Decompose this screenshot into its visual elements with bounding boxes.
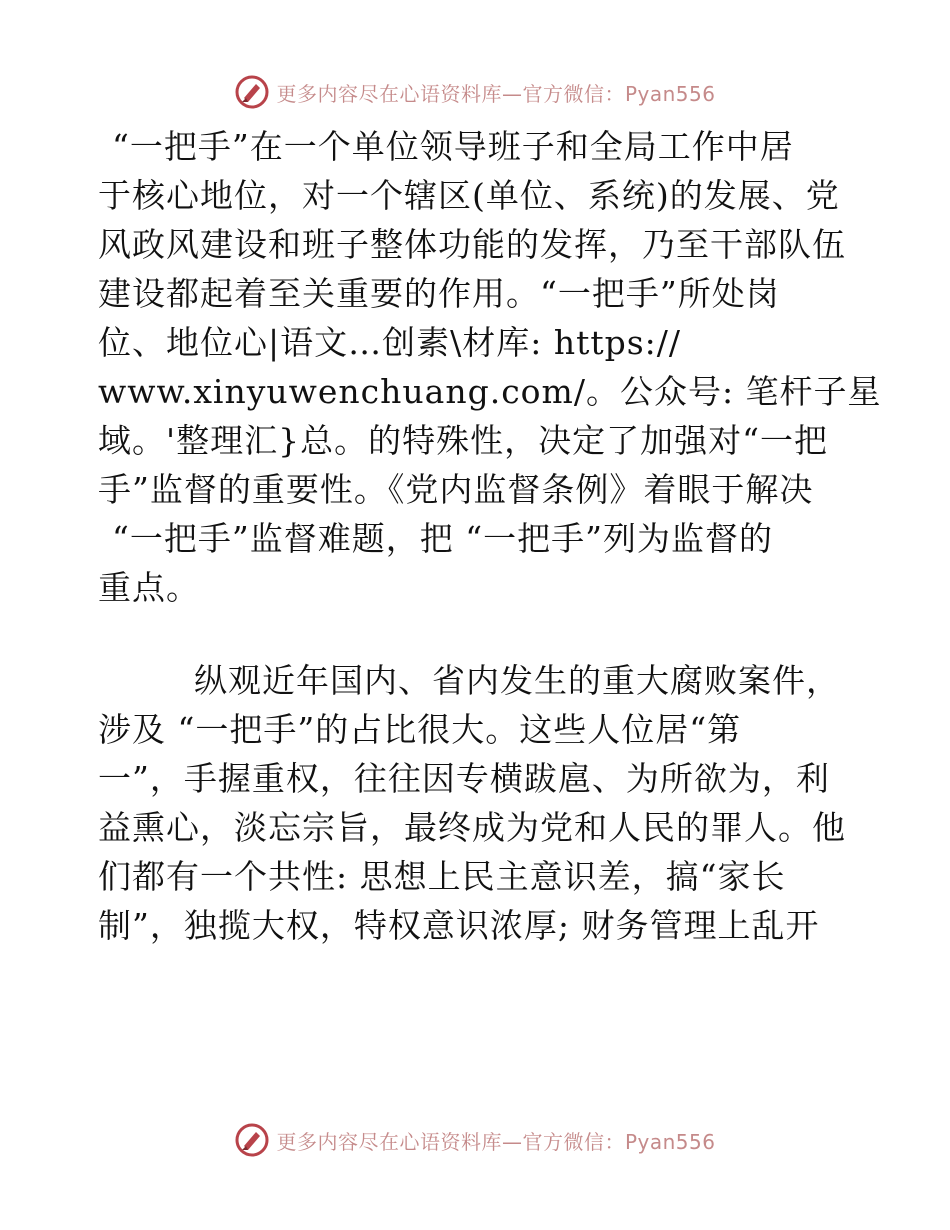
logo-icon (234, 1122, 270, 1158)
header-watermark-text: 更多内容尽在心语资料库—官方微信：Pyan556 (276, 81, 716, 106)
text-line: “一把手”监督难题，把 “一把手”列为监督的 (112, 519, 773, 558)
header-watermark (0, 72, 950, 112)
text-line: 于核心地位，对一个辖区(单位、系统)的发展、党 (98, 176, 840, 215)
footer-watermark (0, 1120, 950, 1160)
text-line: 纵观近年国内、省内发生的重大腐败案件， (194, 661, 840, 700)
text-line: 制”，独揽大权，特权意识浓厚; 财务管理上乱开 (98, 906, 820, 945)
text-line: 域。'整理汇}总。的特殊性，决定了加强对“一把 (98, 421, 828, 460)
text-line: 一”，手握重权，往往因专横跋扈、为所欲为，利 (98, 759, 830, 798)
footer-watermark-text: 更多内容尽在心语资料库—官方微信：Pyan556 (276, 1129, 716, 1154)
text-line: 风政风建设和班子整体功能的发挥，乃至干部队伍 (98, 225, 846, 264)
text-line: 涉及 “一把手”的占比很大。这些人位居“第 (98, 710, 742, 749)
text-line: 重点。 (98, 568, 200, 607)
document-body (98, 122, 882, 950)
text-line: 位、地位心|语文…创素\材库: https:// (98, 323, 682, 362)
text-line: www.xinyuwenchuang.com/。公众号: 笔杆子星 (98, 372, 882, 411)
text-line: 手”监督的重要性。《党内监督条例》着眼于解决 (98, 470, 814, 509)
text-line: “一把手”在一个单位领导班子和全局工作中居 (112, 127, 794, 166)
logo-icon (234, 74, 270, 110)
paragraph-2 (98, 656, 850, 950)
text-line: 建设都起着至关重要的作用。“一把手”所处岗 (98, 274, 780, 313)
text-line: 们都有一个共性: 思想上民主意识差，搞“家长 (98, 857, 786, 896)
text-line: 益熏心，淡忘宗旨，最终成为党和人民的罪人。他 (98, 808, 846, 847)
paragraph-1 (98, 122, 882, 612)
